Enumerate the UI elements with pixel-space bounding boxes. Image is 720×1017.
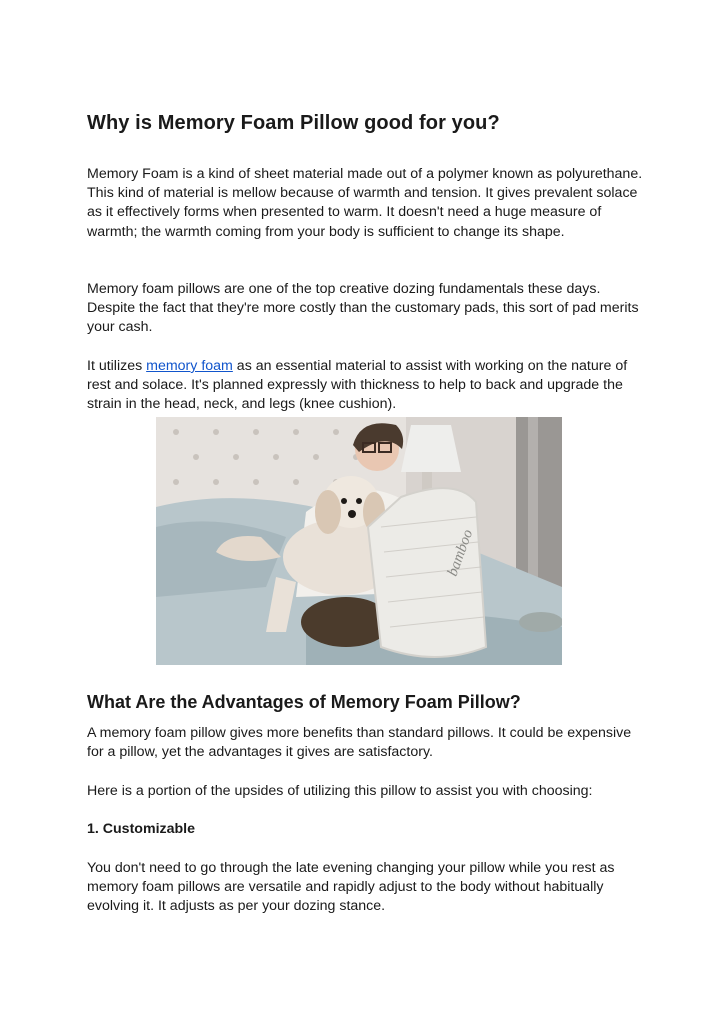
paragraph-text-start: It utilizes xyxy=(87,358,147,374)
paragraph-upsides-intro: Here is a portion of the upsides of utilizing this pillow to assist you with choosing: xyxy=(87,783,593,799)
article-title: Why is Memory Foam Pillow good for you? xyxy=(87,112,500,134)
woman-with-dog-and-pillow-photo xyxy=(156,417,562,665)
paragraph-benefits: A memory foam pillow gives more benefits than standard pillows. It could be expensive for a pillow, yet the advantages it gives are satisfactory. xyxy=(87,725,632,761)
paragraph-memory-foam-definition: Memory Foam is a kind of sheet material made out of a polymer known as polyurethane. This kind of material is mellow because of warmth and tension. It gives prevalent solace as it effectively forms when presented to warm. It doesn't need a huge measure of warmth; the warmth coming from your body is sufficient to change its shape. xyxy=(87,166,643,240)
photo-illustration xyxy=(156,417,562,665)
paragraph-text-end: as an essential material to assist with working on the nature of rest and solace. It's planned expressly with thickness to help to back and upgrade the strain in the head, neck, and legs (knee cushion). xyxy=(87,358,628,413)
item-customizable-heading: 1. Customizable xyxy=(87,821,196,837)
pillow-brand-text: bamboo xyxy=(444,527,477,579)
advantages-heading: What Are the Advantages of Memory Foam Pillow? xyxy=(87,692,521,712)
memory-foam-link[interactable]: memory foam xyxy=(146,358,233,374)
paragraph-creative-fundamentals: Memory foam pillows are one of the top creative dozing fundamentals these days. Despite the fact that they're more costly than the customary pads, this sort of pad merits your cash. xyxy=(87,281,639,336)
paragraph-customizable: You don't need to go through the late evening changing your pillow while you rest as memory foam pillows are versatile and rapidly adjust to the body without habitually evolving it. It adjusts as per your dozing stance. xyxy=(87,860,615,915)
paragraph-essential-material xyxy=(87,357,643,415)
